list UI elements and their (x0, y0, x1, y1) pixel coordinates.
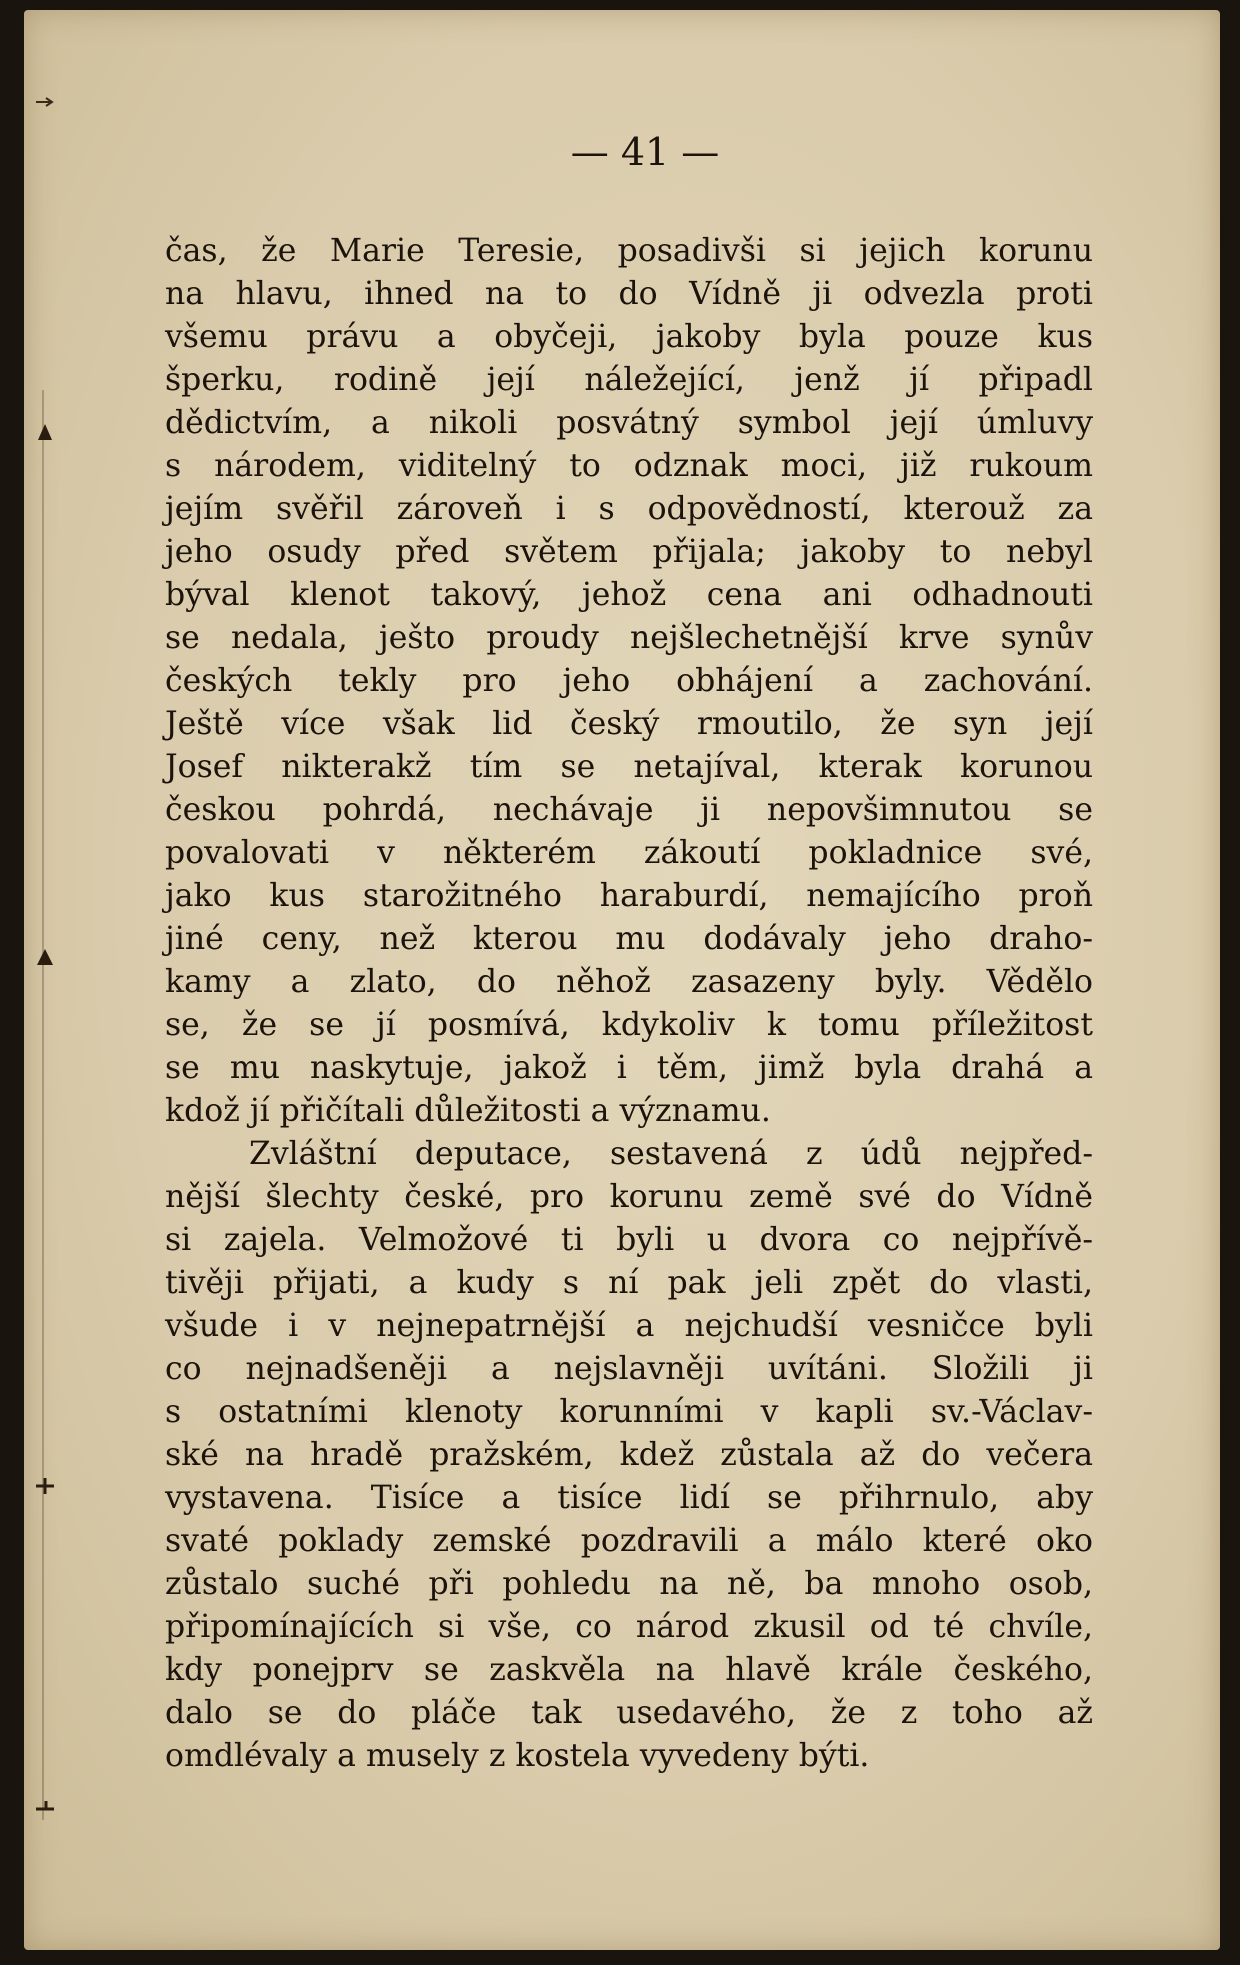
text-line: se, že se jí posmívá, kdykoliv k tomu příležitost (165, 1007, 1093, 1043)
text-line: Josef nikterakž tím se netajíval, kterak korunou (165, 749, 1093, 785)
text-line: jiné ceny, než kterou mu dodávaly jeho draho- (165, 921, 1093, 957)
page-number: — 41 — (570, 130, 720, 174)
text-line: si zajela. Velmožové ti byli u dvora co nejpřívě- (165, 1222, 1093, 1258)
text-line: českých tekly pro jeho obhájení a zachování. (165, 663, 1093, 699)
triangle-mark-icon (34, 945, 56, 967)
text-line: dědictvím, a nikoli posvátný symbol její úmluvy (165, 405, 1093, 441)
tick-mark-icon (34, 1795, 56, 1817)
text-line: co nejnadšeněji a nejslavněji uvítáni. Složili ji (165, 1351, 1093, 1387)
text-line: všude i v nejnepatrnější a nejchudší vesničce byli (165, 1308, 1093, 1344)
text-line: nější šlechty české, pro korunu země své do Vídně (165, 1179, 1093, 1215)
triangle-mark-icon (34, 420, 56, 442)
text-line: vystavena. Tisíce a tisíce lidí se přihrnulo, aby (165, 1480, 1093, 1516)
text-line: se nedala, ješto proudy nejšlechetnější krve synův (165, 620, 1093, 656)
text-line: jejím svěřil zároveň i s odpovědností, kterouž za (165, 491, 1093, 527)
arrow-mark-icon (34, 95, 56, 109)
text-line: povalovati v některém zákoutí pokladnice své, (165, 835, 1093, 871)
text-line: býval klenot takový, jehož cena ani odhadnouti (165, 577, 1093, 613)
text-line: na hlavu, ihned na to do Vídně ji odvezla proti (165, 276, 1093, 312)
text-line: s národem, viditelný to odznak moci, již rukoum (165, 448, 1093, 484)
text-line: kdož jí přičítali důležitosti a významu. (165, 1093, 771, 1129)
spine-line (42, 390, 44, 1820)
text-line: omdlévaly a musely z kostela vyvedeny býti. (165, 1738, 870, 1774)
text-line: jeho osudy před světem přijala; jakoby to nebyl (165, 534, 1093, 570)
text-line: jako kus starožitného haraburdí, nemajícího proň (165, 878, 1093, 914)
text-line: tivěji přijati, a kudy s ní pak jeli zpět do vlasti, (165, 1265, 1093, 1301)
text-line: čas, že Marie Teresie, posadivši si jejich korunu (165, 233, 1093, 269)
text-line: ské na hradě pražském, kdež zůstala až do večera (165, 1437, 1093, 1473)
text-line: se mu naskytuje, jakož i těm, jimž byla drahá a (165, 1050, 1093, 1086)
text-line: kamy a zlato, do něhož zasazeny byly. Vědělo (165, 964, 1093, 1000)
text-line: připomínajících si vše, co národ zkusil od té chvíle, (165, 1609, 1093, 1645)
cross-mark-icon (34, 1475, 56, 1497)
text-line: kdy ponejprv se zaskvěla na hlavě krále českého, (165, 1652, 1093, 1688)
text-line: dalo se do pláče tak usedavého, že z toho až (165, 1695, 1093, 1731)
text-line: svaté poklady zemské pozdravili a málo které oko (165, 1523, 1093, 1559)
text-line: všemu právu a obyčeji, jakoby byla pouze kus (165, 319, 1093, 355)
text-line: českou pohrdá, nechávaje ji nepovšimnutou se (165, 792, 1093, 828)
text-line: šperku, rodině její náležející, jenž jí připadl (165, 362, 1093, 398)
text-line: Zvláštní deputace, sestavená z údů nejpřed- (249, 1136, 1093, 1172)
text-line: zůstalo suché při pohledu na ně, ba mnoho osob, (165, 1566, 1093, 1602)
text-line: Ještě více však lid český rmoutilo, že syn její (165, 706, 1093, 742)
text-line: s ostatními klenoty korunními v kapli sv.-Václav- (165, 1394, 1093, 1430)
body-text (165, 230, 1093, 1778)
